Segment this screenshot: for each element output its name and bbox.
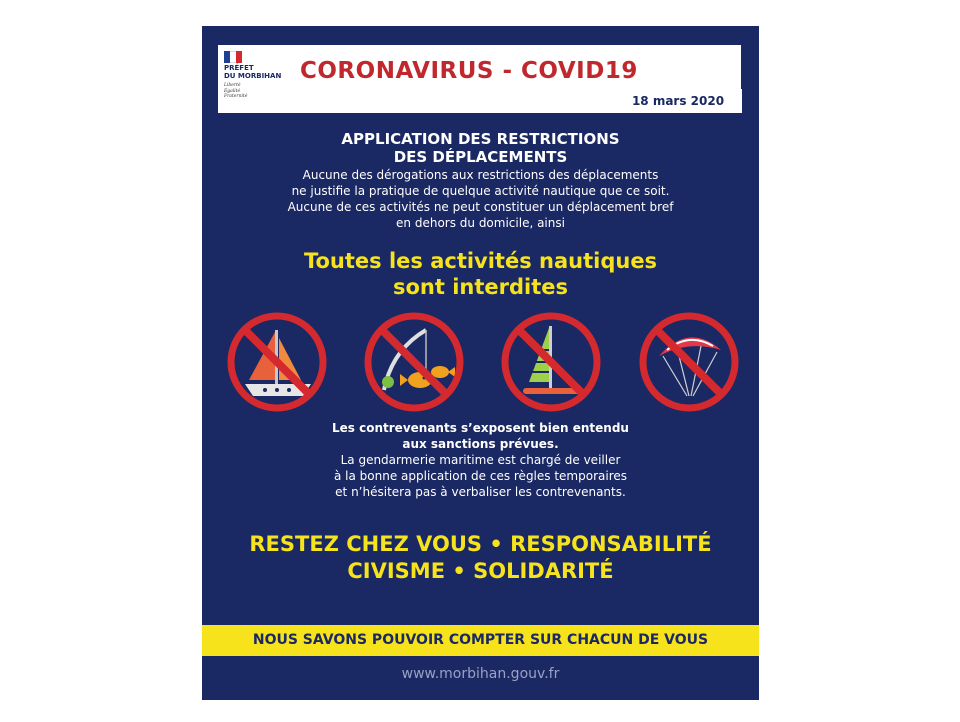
date-label: 18 mars 2020 <box>614 89 742 113</box>
sanctions-bold-text: Les contrevenants s’exposent bien entendu aux sanctions prévues. <box>332 421 629 451</box>
logo-motto: Liberté Égalité Fraternité <box>224 83 248 99</box>
logo-name: PRÉFET DU MORBIHAN <box>224 64 282 80</box>
headline: Toutes les activités nautiques sont interdites <box>303 249 658 299</box>
header-banner <box>218 45 741 113</box>
slogan: RESTEZ CHEZ VOUS • RESPONSABILITÉ CIVISME • SOLIDARITÉ <box>249 532 712 583</box>
sanctions-text: La gendarmerie maritime est chargé de veiller à la bonne application de ces règles temporaires et n’hésitera pas à verbaliser les contrevenants. <box>333 453 628 499</box>
prohibited-activities <box>225 310 741 414</box>
prefecture-logo <box>224 51 294 107</box>
intro-paragraph: Aucune des dérogations aux restrictions des déplacements ne justifie la pratique de quelque activité nautique que ce soit. Aucune de ces activités ne peut constituer un déplacement bref en dehors du domicile, ainsi <box>287 168 674 230</box>
sanctions-paragraph <box>202 420 759 500</box>
sailboat-icon <box>225 310 329 414</box>
fishing-icon <box>362 310 466 414</box>
website-url: www.morbihan.gouv.fr <box>401 666 560 682</box>
footer-banner: NOUS SAVONS POUVOIR COMPTER SUR CHACUN DE VOUS <box>202 625 759 656</box>
windsurf-icon <box>499 310 603 414</box>
kitesurf-icon <box>637 310 741 414</box>
french-flag-icon <box>224 51 242 63</box>
page-title: CORONAVIRUS - COVID19 <box>300 58 638 84</box>
subtitle: APPLICATION DES RESTRICTIONS DES DÉPLACEMENTS <box>341 130 620 166</box>
poster <box>202 26 759 700</box>
